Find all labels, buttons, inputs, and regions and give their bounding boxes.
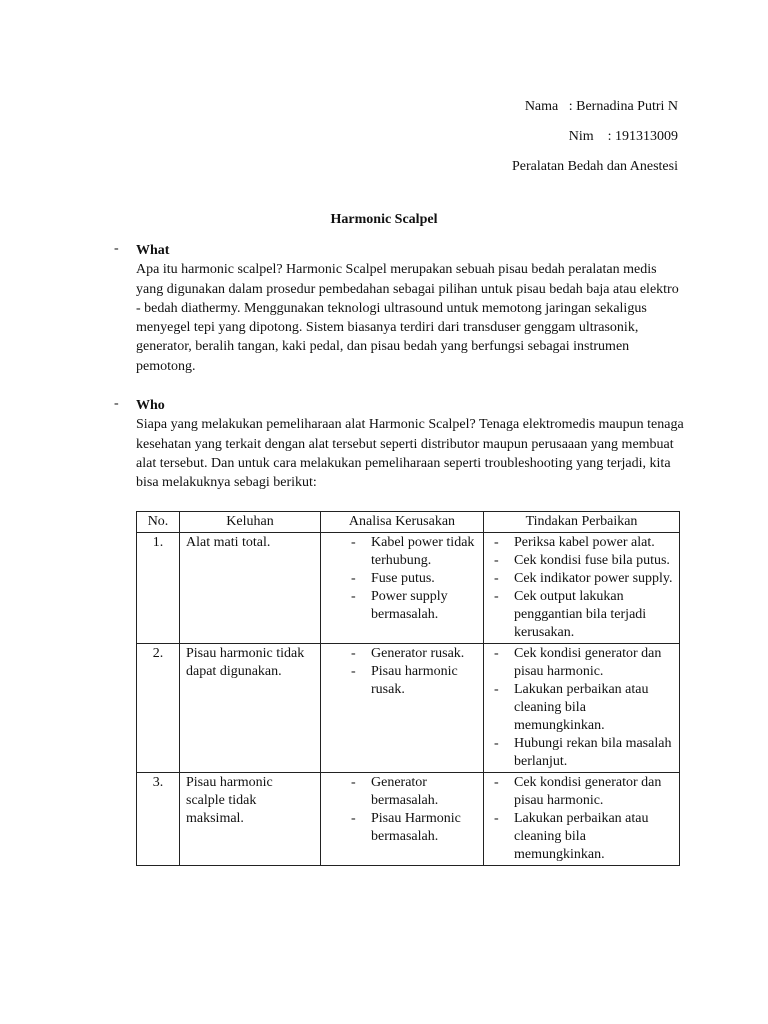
analisa-item: - Generator rusak. [347, 645, 477, 663]
tindakan-item: - Cek kondisi fuse bila putus. [490, 552, 673, 570]
bullet-dash: - [114, 396, 119, 411]
section-heading: Who [136, 398, 165, 413]
tindakan-list [490, 645, 673, 771]
cell-no: 1. [137, 533, 180, 644]
tindakan-item: - Cek indikator power supply. [490, 570, 673, 588]
cell-tindakan [484, 644, 680, 773]
student-nim: Nim : 191313009 [568, 129, 678, 144]
table-row [137, 644, 680, 773]
section-what [114, 241, 684, 376]
cell-no: 3. [137, 773, 180, 866]
cell-analisa [321, 533, 484, 644]
tindakan-list [490, 534, 673, 642]
tindakan-item: - Cek output lakukan penggantian bila terjadi kerusakan. [490, 588, 673, 642]
cell-analisa [321, 773, 484, 866]
cell-keluhan: Pisau harmonic tidak dapat digunakan. [180, 644, 321, 773]
header-keluhan: Keluhan [180, 512, 321, 533]
course-name: Peralatan Bedah dan Anestesi [511, 159, 678, 174]
analisa-item: - Fuse putus. [347, 570, 477, 588]
header-tindakan: Tindakan Perbaikan [484, 512, 680, 533]
analisa-list [327, 774, 477, 846]
tindakan-item: - Periksa kabel power alat. [490, 534, 673, 552]
table-row [137, 773, 680, 866]
header-no: No. [137, 512, 180, 533]
analisa-item: - Generator bermasalah. [347, 774, 477, 810]
cell-tindakan [484, 773, 680, 866]
section-heading: What [136, 243, 170, 258]
header-analisa: Analisa Kerusakan [321, 512, 484, 533]
tindakan-item: - Lakukan perbaikan atau cleaning bila memungkinkan. [490, 810, 673, 864]
table-header-row [137, 512, 680, 533]
analisa-list [327, 645, 477, 699]
table-body [137, 533, 680, 866]
cell-analisa [321, 644, 484, 773]
tindakan-item: - Cek kondisi generator dan pisau harmonic. [490, 645, 673, 681]
section-text: Apa itu harmonic scalpel? Harmonic Scalpel merupakan sebuah pisau bedah peralatan medis yang digunakan dalam prosedur pembedahan sebagai pilihan untuk pisau bedah baja atau elektro - bedah diathermy. Menggunakan teknologi ultrasound untuk memotong jaringan sekaligus menyegel tepi yang dipotong. Sistem biasanya terdiri dari transduser genggam ultrasonik, generator, beralih tangan, kaki pedal, dan pisau bedah yang berfungsi sebagai instrumen pemotong. [136, 262, 679, 374]
tindakan-list [490, 774, 673, 864]
tindakan-item: - Cek kondisi generator dan pisau harmonic. [490, 774, 673, 810]
analisa-list [327, 534, 477, 624]
analisa-item: - Kabel power tidak terhubung. [347, 534, 477, 570]
analisa-item: - Pisau Harmonic bermasalah. [347, 810, 477, 846]
section-who [114, 396, 684, 492]
cell-tindakan [484, 533, 680, 644]
analisa-item: - Pisau harmonic rusak. [347, 663, 477, 699]
troubleshooting-table [136, 511, 680, 866]
cell-keluhan: Pisau harmonic scalple tidak maksimal. [180, 773, 321, 866]
document-title: Harmonic Scalpel [330, 212, 438, 227]
cell-no: 2. [137, 644, 180, 773]
tindakan-item: - Hubungi rekan bila masalah berlanjut. [490, 735, 673, 771]
bullet-dash: - [114, 241, 119, 256]
section-text: Siapa yang melakukan pemeliharaan alat Harmonic Scalpel? Tenaga elektromedis maupun tenaga kesehatan yang terkait dengan alat tersebut seperti distributor maupun perusaaan yang membuat alat tersebut. Dan untuk cara melakukan pemeliharaan seperti troubleshooting yang terjadi, kita bisa melakuknya sebagi berikut: [136, 417, 684, 491]
student-name: Nama : Bernadina Putri N [524, 99, 678, 114]
analisa-item: - Power supply bermasalah. [347, 588, 477, 624]
cell-keluhan: Alat mati total. [180, 533, 321, 644]
table-row [137, 533, 680, 644]
document-header [512, 92, 678, 182]
tindakan-item: - Lakukan perbaikan atau cleaning bila memungkinkan. [490, 681, 673, 735]
